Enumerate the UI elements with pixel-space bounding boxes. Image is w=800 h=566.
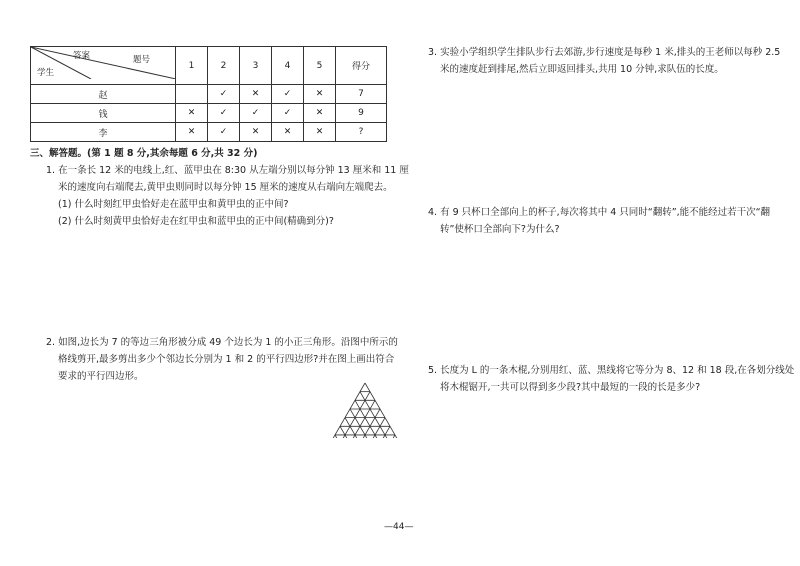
table-header-row <box>31 47 387 85</box>
mark-cell: ✓ <box>208 104 240 123</box>
question-4-line: 转”使杯口全部向下?为什么? <box>440 224 560 235</box>
mark-cell: ✓ <box>272 85 304 104</box>
question-2 <box>46 334 398 385</box>
question-3 <box>428 44 780 78</box>
mark-cell: ✕ <box>240 123 272 142</box>
question-3-line: 米的速度赶到排尾,然后立即返回排头,共用 10 分钟,求队伍的长度。 <box>440 64 724 75</box>
mark-cell: ✓ <box>208 85 240 104</box>
score-cell: ? <box>336 123 387 142</box>
mark-cell: ✕ <box>176 104 208 123</box>
mark-cell: ✓ <box>208 123 240 142</box>
mark-cell: ✕ <box>176 123 208 142</box>
mark-cell <box>176 85 208 104</box>
mark-cell: ✕ <box>272 123 304 142</box>
mark-cell: ✕ <box>240 85 272 104</box>
student-name: 李 <box>31 123 176 142</box>
question-5-line: 将木棍锯开,一共可以得到多少段?其中最短的一段的长是多少? <box>440 382 701 393</box>
table-row <box>31 123 387 142</box>
page-number: —44— <box>384 522 414 532</box>
question-1 <box>46 162 409 230</box>
grid-line-diagonal-right <box>390 435 395 438</box>
question-2-line: 2. 如图,边长为 7 的等边三角形被分成 49 个边长为 1 的小正三角形。沿图中所示的 <box>46 337 398 348</box>
question-1-line: 米的速度向右端爬去,黄甲虫则同时以每分钟 15 厘米的速度从右端向左端爬去。 <box>58 182 393 193</box>
grid-line-diagonal-right <box>330 383 365 438</box>
grid-line-diagonal-right <box>380 426 390 438</box>
grid-line-diagonal-left <box>360 392 390 438</box>
column-header: 1 <box>176 47 208 85</box>
question-2-line: 格线剪开,最多剪出多少个邻边长分别为 1 和 2 的平行四边形?并在图上画出符合 <box>58 354 395 365</box>
mark-cell: ✕ <box>304 104 336 123</box>
question-1-line: 1. 在一条长 12 米的电线上,红、蓝甲虫在 8:30 从左端分别以每分钟 13 厘米和 11 厘 <box>46 165 409 176</box>
table-row <box>31 104 387 123</box>
question-5 <box>428 362 794 396</box>
column-header: 5 <box>304 47 336 85</box>
score-cell: 7 <box>336 85 387 104</box>
grid-line-diagonal-right <box>340 392 370 438</box>
question-1-part-1: (1) 什么时刻红甲虫恰好走在蓝甲虫和黄甲虫的正中间? <box>58 199 289 210</box>
question-4-line: 4. 有 9 只杯口全部向上的杯子,每次将其中 4 只同时“翻转”,能不能经过若干次“翻 <box>428 207 771 218</box>
score-cell: 9 <box>336 104 387 123</box>
grid-line-diagonal-left <box>350 409 370 438</box>
score-table <box>30 46 387 142</box>
triangle-grid-figure <box>328 382 402 438</box>
grid-line-diagonal-left <box>335 435 340 438</box>
header-question: 题号 <box>133 55 151 65</box>
header-answer: 答案 <box>73 51 91 61</box>
diagonal-header-cell <box>31 47 176 85</box>
question-4 <box>428 204 770 238</box>
section-heading: 三、解答题。(第 1 题 8 分,其余每题 6 分,共 32 分) <box>30 148 258 159</box>
column-header-score: 得分 <box>336 47 387 85</box>
grid-line-diagonal-right <box>360 409 380 438</box>
student-name: 钱 <box>31 104 176 123</box>
header-student: 学生 <box>37 68 55 78</box>
column-header: 4 <box>272 47 304 85</box>
question-3-line: 3. 实验小学组织学生排队步行去郊游,步行速度是每秒 1 米,排头的王老师以每秒 2.5 <box>428 47 781 58</box>
question-2-line: 要求的平行四边形。 <box>58 371 144 382</box>
question-5-line: 5. 长度为 L 的一条木棍,分别用红、蓝、黑线将它等分为 8、12 和 18 段,在各划分线处 <box>428 365 795 376</box>
column-header: 3 <box>240 47 272 85</box>
mark-cell: ✓ <box>272 104 304 123</box>
table-row <box>31 85 387 104</box>
grid-line-diagonal-left <box>365 383 400 438</box>
grid-line-diagonal-left <box>340 426 350 438</box>
mark-cell: ✓ <box>240 104 272 123</box>
question-1-part-2: (2) 什么时刻黄甲虫恰好走在红甲虫和蓝甲虫的正中间(精确到分)? <box>58 216 334 227</box>
column-header: 2 <box>208 47 240 85</box>
mark-cell: ✕ <box>304 85 336 104</box>
mark-cell: ✕ <box>304 123 336 142</box>
student-name: 赵 <box>31 85 176 104</box>
